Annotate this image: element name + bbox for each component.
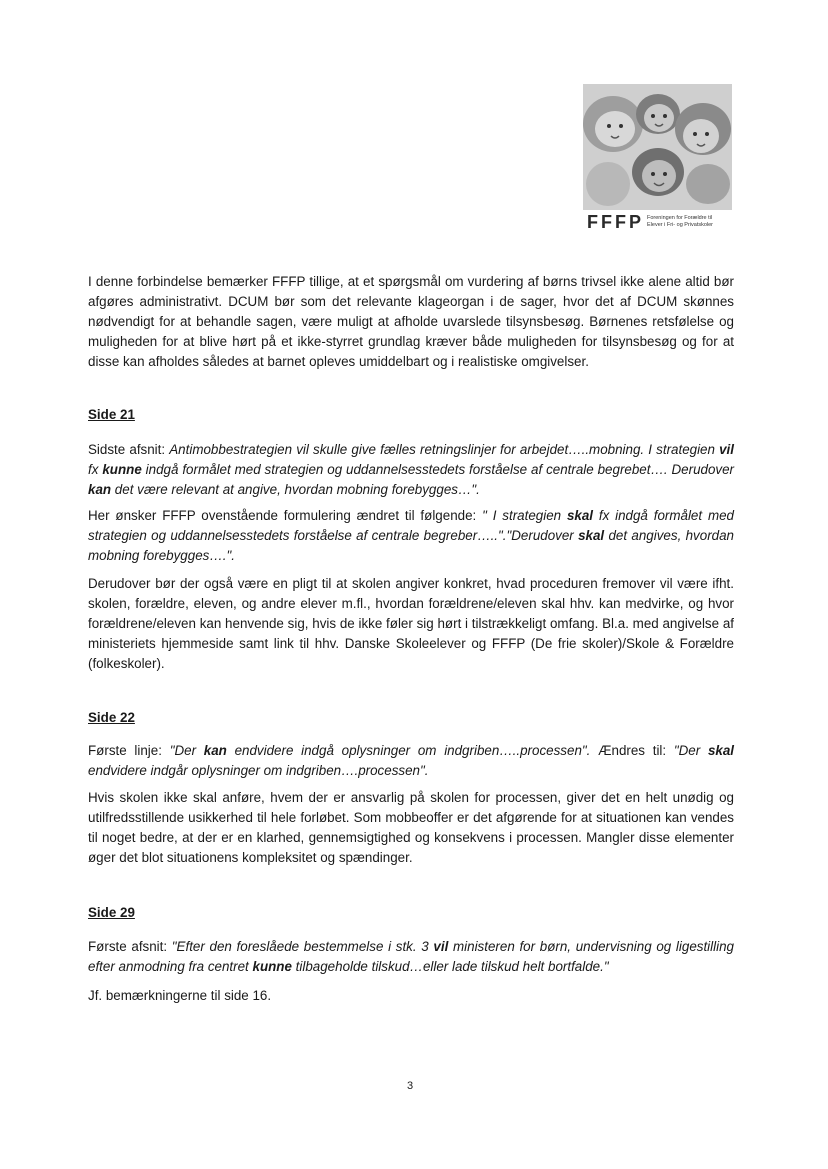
side21-p1-emph-vil: vil bbox=[719, 442, 734, 457]
side21-p1-label: Sidste afsnit: bbox=[88, 442, 170, 457]
logo-text bbox=[587, 212, 732, 236]
side21-p2-emph-skal-2: skal bbox=[578, 528, 605, 543]
page-number: 3 bbox=[406, 1080, 414, 1092]
side29-paragraph-1 bbox=[88, 937, 734, 977]
side21-p2-emph-skal-1: skal bbox=[566, 508, 593, 523]
side29-p1-quote-b: ministeren for børn, undervisning og ligestilling efter anmodning fra centret bbox=[88, 939, 734, 974]
intro-paragraph bbox=[88, 272, 734, 372]
side21-p1-emph-kunne: kunne bbox=[102, 462, 142, 477]
side22-p1-change: Ændres til: bbox=[590, 743, 674, 758]
side22-paragraph-1 bbox=[88, 741, 734, 781]
intro-text: I denne forbindelse bemærker FFFP tillige, at et spørgsmål om vurdering af børns trivsel ikke alene altid bør afgøres administrativt. DCUM bør som det relevante klageorgan i de sager, hvor det af DCUM skønnes nødvendigt for at behandle sagen, være muligt at afholde uvarslede tilsynsbesøg. Børnenes retsfølelse og muligheden for at blive hørt på et ikke-styrret grundlag kræver både muligheden for tilsynsbesøg og for at disse kan afholdes således at barnet opleves umiddelbart og i realistiske omgivelser. bbox=[88, 274, 734, 369]
side21-p1-quote-b: fx bbox=[88, 462, 103, 477]
side21-heading: Side 21 bbox=[88, 407, 135, 422]
side22-p1-quote-c: "Der bbox=[673, 743, 708, 758]
side22-heading: Side 22 bbox=[88, 710, 135, 725]
logo-tagline bbox=[647, 215, 732, 229]
side22-p1-quote-d: endvidere indgår oplysninger om indgriben….processen". bbox=[88, 763, 429, 778]
side22-p1-quote-a: "Der bbox=[169, 743, 204, 758]
side21-p1-quote-d: det være relevant at angive, hvordan mobning forebygges…". bbox=[111, 482, 480, 497]
logo-letters: FFFP bbox=[587, 212, 644, 232]
side22-p1-emph-kan: kan bbox=[203, 743, 227, 758]
side21-paragraph-2 bbox=[88, 506, 734, 566]
side21-paragraph-1 bbox=[88, 440, 734, 500]
logo-tagline-line1: Foreningen for Forældre til bbox=[647, 215, 713, 221]
side22-p1-emph-skal: skal bbox=[707, 743, 734, 758]
side29-p1-quote-a: "Efter den foreslåede bestemmelse i stk. 3 bbox=[171, 939, 434, 954]
side21-p2-quote-a: " I strategien bbox=[482, 508, 567, 523]
side21-p2-quote-b: fx indgå formålet med strategien og uddannelsesstedets forståelse af centrale begreber….."."Derudover bbox=[88, 508, 734, 543]
side22-paragraph-2 bbox=[88, 788, 734, 868]
side21-p1-emph-kan: kan bbox=[88, 482, 112, 497]
side29-p2-text: Jf. bemærkningerne til side 16. bbox=[88, 988, 272, 1003]
side29-heading: Side 29 bbox=[88, 905, 135, 920]
children-photo bbox=[583, 84, 732, 210]
side21-p3-text: Derudover bør der også være en pligt til at skolen angiver konkret, hvad proceduren fremover vil være ifht. skolen, forældre, eleven, og andre elever m.fl., hvordan forældrene/eleven skal hhv. kan medvirke, og hvor forældrene/eleven kan henvende sig, hvis de ikke føler sig hørt i tilstrækkeligt omfang. Bl.a. med angivelse af ministeriets hjemmeside samt link til hhv. Danske Skoleelever og FFFP (De frie skoler)/Skole & Forældre (folkeskoler). bbox=[88, 576, 734, 671]
side21-p1-quote-c: indgå formålet med strategien og uddannelsesstedets forståelse af centrale begrebet…. Derudover bbox=[141, 462, 735, 477]
side21-p2-quote-c: det angives, hvordan mobning forebygges….". bbox=[88, 528, 734, 563]
fffp-logo bbox=[583, 84, 732, 239]
side29-p1-label: Første afsnit: bbox=[88, 939, 172, 954]
side22-p2-text: Hvis skolen ikke skal anføre, hvem der er ansvarlig på skolen for processen, giver det en helt unødig og utilfredsstillende usikkerhed til hele forløbet. Som mobbeoffer er det afgørende for at situationen kan vendes til noget bedre, at der er en klarhed, gennemsigtighed og konsekvens i processen. Mangler disse elementer øger det blot situationens kompleksitet og spændinger. bbox=[88, 790, 734, 865]
side29-p1-quote-c: tilbageholde tilskud…eller lade tilskud helt bortfalde." bbox=[291, 959, 609, 974]
side21-p1-quote-a: Antimobbestrategien vil skulle give fælles retningslinjer for arbejdet…..mobning. I strategien bbox=[169, 442, 720, 457]
side29-p1-emph-kunne: kunne bbox=[252, 959, 292, 974]
side21-paragraph-3 bbox=[88, 574, 734, 674]
side21-p2-label: Her ønsker FFFP ovenstående formulering ændret til følgende: bbox=[88, 508, 483, 523]
side29-paragraph-2 bbox=[88, 986, 734, 1006]
side29-p1-emph-vil: vil bbox=[433, 939, 449, 954]
side22-p1-label: Første linje: bbox=[88, 743, 170, 758]
side22-p1-quote-b: endvidere indgå oplysninger om indgriben…..processen". bbox=[226, 743, 591, 758]
children-faces-image bbox=[583, 84, 732, 210]
logo-tagline-line2: Elever i Fri- og Privatskoler bbox=[647, 222, 714, 228]
